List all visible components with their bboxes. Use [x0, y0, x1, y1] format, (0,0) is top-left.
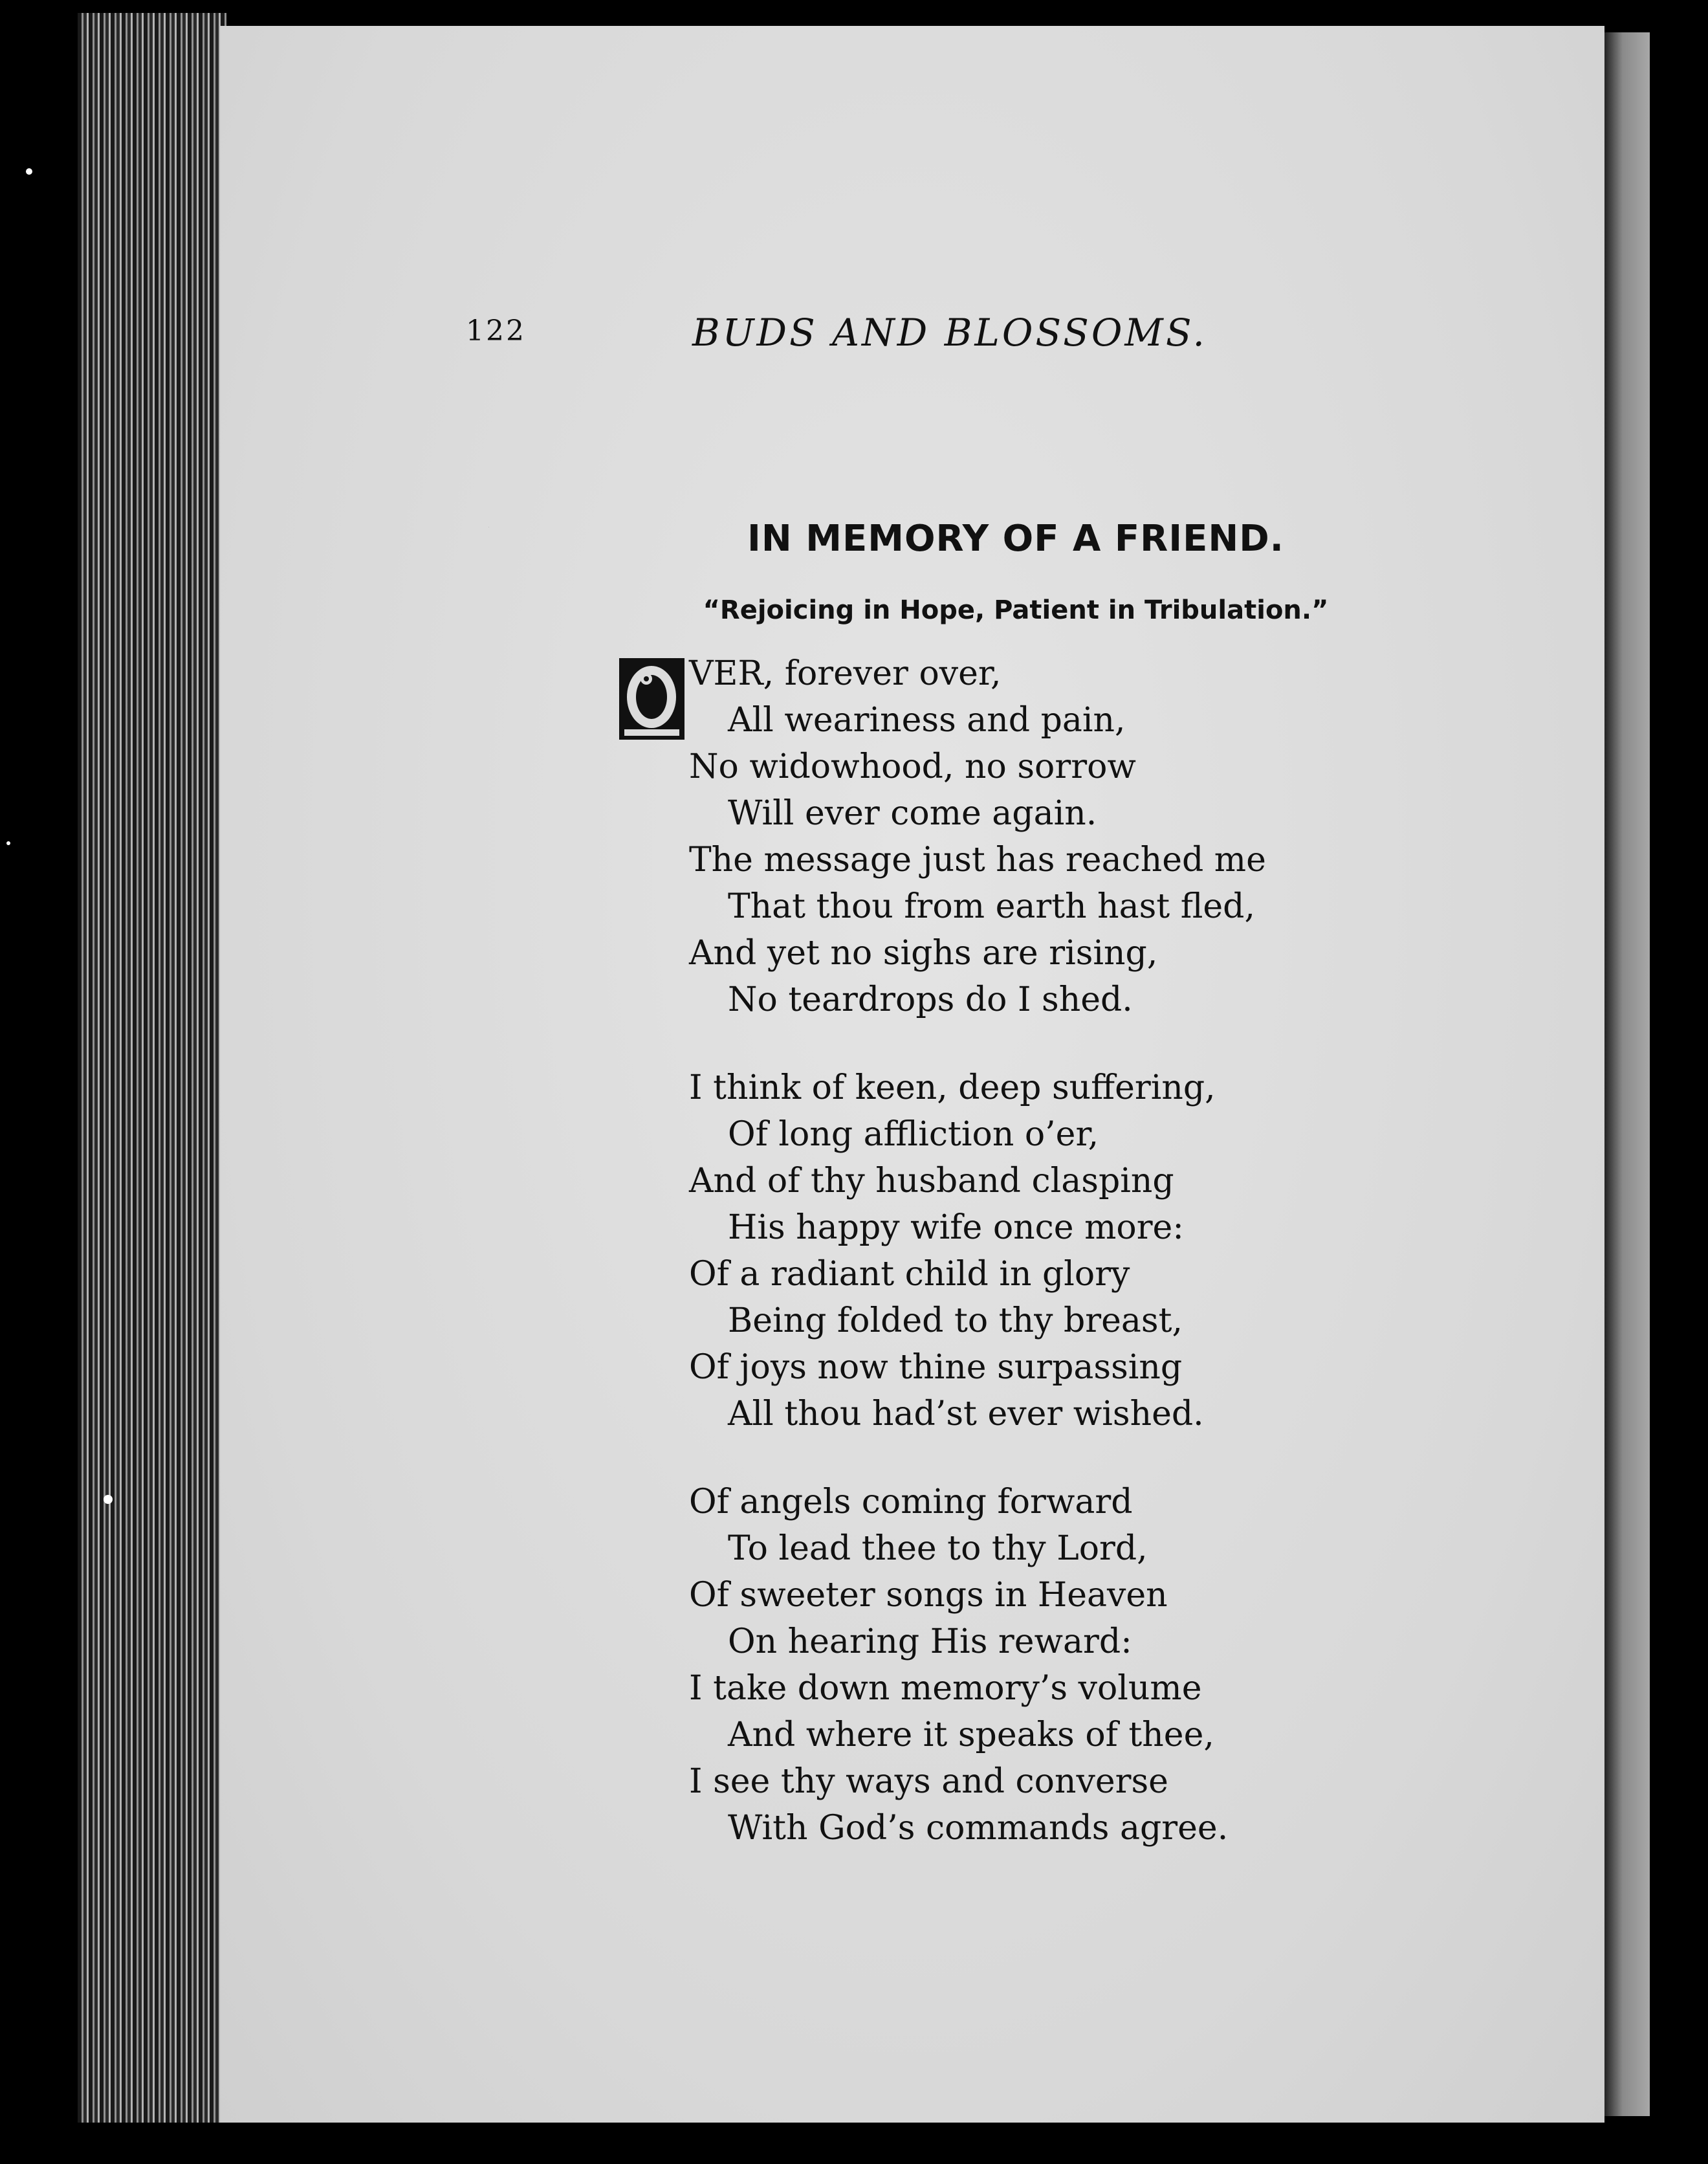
scan-speck	[6, 841, 10, 845]
poem-line: With God’s commands agree.	[728, 1809, 1229, 1848]
poem-line: Of joys now thine surpassing	[689, 1348, 1183, 1387]
poem-line: I think of keen, deep suffering,	[689, 1068, 1216, 1107]
poem-line: That thou from earth hast fled,	[728, 887, 1255, 926]
stanza-1	[689, 650, 1595, 1023]
poem-line: The message just has reached me	[689, 841, 1266, 879]
facing-page-edge	[1604, 32, 1650, 2116]
poem-line: To lead thee to thy Lord,	[728, 1529, 1148, 1568]
page	[220, 26, 1604, 2123]
poem-line: And yet no sighs are rising,	[689, 934, 1158, 973]
scan-speck	[104, 1495, 113, 1504]
poem-line: All thou had’st ever wished.	[728, 1395, 1204, 1433]
poem-line: Of long affliction o’er,	[728, 1115, 1099, 1154]
poem-line: Will ever come again.	[728, 794, 1097, 833]
poem-line: Of a radiant child in glory	[689, 1255, 1130, 1294]
poem-line: I take down memory’s volume	[689, 1669, 1202, 1708]
scan-border-right	[1650, 0, 1708, 2164]
poem-line: And where it speaks of thee,	[728, 1716, 1214, 1754]
book-title: BUDS AND BLOSSOMS.	[692, 311, 1207, 355]
poem-line: Of angels coming forward	[689, 1483, 1133, 1521]
page-edges	[78, 13, 226, 2123]
poem-line: His happy wife once more:	[728, 1208, 1184, 1247]
scan-speck	[26, 168, 32, 175]
drop-cap-letter: O	[488, 527, 489, 528]
poem-line: And of thy husband clasping	[689, 1162, 1174, 1200]
poem-line: I see thy ways and converse	[689, 1762, 1168, 1801]
poem-title: IN MEMORY OF A FRIEND.	[747, 518, 1284, 560]
poem-line: Of sweeter songs in Heaven	[689, 1576, 1168, 1615]
stanza-2	[689, 1065, 1595, 1437]
poem-line: No widowhood, no sorrow	[689, 747, 1136, 786]
poem-line: On hearing His reward:	[728, 1622, 1132, 1661]
poem-line: Being folded to thy breast,	[728, 1301, 1183, 1340]
poem-line: All weariness and pain,	[728, 701, 1126, 740]
stanza-3	[689, 1479, 1595, 1851]
drop-cap-ornament	[488, 527, 686, 741]
poem-line: No teardrops do I shed.	[728, 980, 1133, 1019]
running-head	[220, 311, 1604, 362]
poem-epigraph: “Rejoicing in Hope, Patient in Tribulation.”	[703, 595, 1329, 625]
page-number: 122	[466, 315, 526, 348]
poem-line: VER, forever over,	[689, 654, 1002, 693]
